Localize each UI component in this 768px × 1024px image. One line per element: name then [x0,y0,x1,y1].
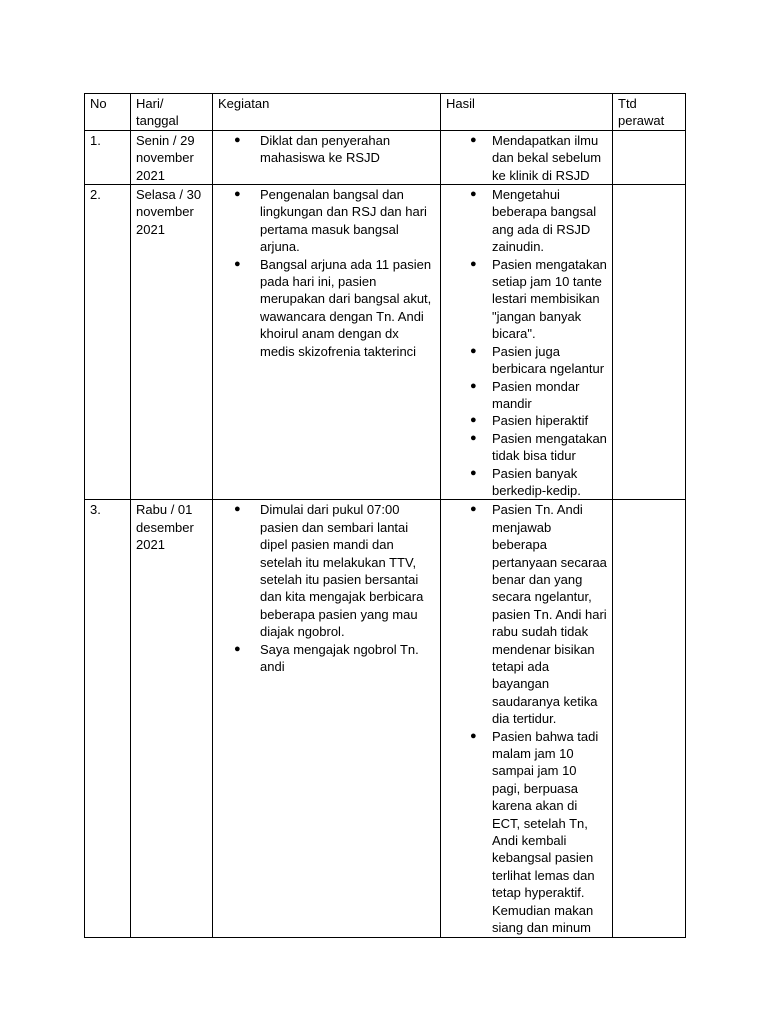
row-date: Rabu / 01 desember 2021 [131,500,213,937]
list-item-text: Pasien mondar mandir [492,378,580,411]
bullet-icon: ● [234,503,241,516]
list-item [470,343,607,378]
list-item [470,256,607,343]
kegiatan-list [218,132,435,167]
row-signature [613,500,686,937]
row-number: 3. [85,500,131,937]
list-item-text: Pasien hiperaktif [492,413,589,429]
row-number: 1. [85,130,131,184]
list-item-text: Bangsal arjuna ada 11 pasien pada hari ini, pasien merupakan dari bangsal akut, wawancara dengan Tn. Andi khoirul anam dengan dx medis skizofrenia takterinci [260,256,432,359]
list-item-text: Pasien mengatakan tidak bisa tidur [492,430,607,464]
list-item [470,430,607,465]
row-kegiatan [213,185,441,500]
daily-activity-table [84,93,686,938]
list-item-text: Pasien banyak berkedip-kedip. [492,465,581,498]
list-item [234,256,435,360]
list-item [234,186,435,256]
bullet-icon: ● [470,503,477,516]
list-item-text: Pasien mengatakan setiap jam 10 tante lestari membisikan "jangan banyak bicara". [492,256,607,342]
hasil-list [446,132,607,184]
bullet-icon: ● [470,431,477,444]
list-item [234,132,435,167]
list-item-text: Saya mengajak ngobrol Tn. andi [260,641,419,674]
bullet-icon: ● [234,257,241,270]
header-hasil: Hasil [441,94,613,131]
row-hasil [441,500,613,937]
list-item [470,465,607,500]
list-item [470,501,607,727]
kegiatan-list [218,501,435,675]
bullet-icon: ● [234,133,241,146]
row-kegiatan [213,500,441,937]
bullet-icon: ● [470,414,477,427]
table-header-row [85,94,686,131]
row-kegiatan [213,130,441,184]
header-hari-tanggal: Hari/ tanggal [131,94,213,131]
table-row [85,130,686,184]
row-number: 2. [85,185,131,500]
list-item [234,641,435,676]
row-hasil [441,130,613,184]
list-item [470,132,607,184]
row-hasil [441,185,613,500]
list-item [470,378,607,413]
bullet-icon: ● [470,257,477,270]
list-item-text: Pasien bahwa tadi malam jam 10 sampai jam 10 pagi, berpuasa karena akan di ECT, setelah Tn, Andi kembali kebangsal pasien terlihat lemas dan tetap hyperaktif. Kemudian makan siang dan minum [492,728,599,936]
list-item [470,412,607,429]
list-item-text: Mengetahui beberapa bangsal ang ada di RSJD zainudin. [492,187,597,255]
list-item-text: Diklat dan penyerahan mahasiswa ke RSJD [260,132,391,166]
list-item-text: Pengenalan bangsal dan lingkungan dan RSJ dan hari pertama masuk bangsal arjuna. [260,187,427,255]
list-item [470,728,607,937]
bullet-icon: ● [470,379,477,392]
bullet-icon: ● [470,729,477,742]
header-ttd-perawat: Ttd perawat [613,94,686,131]
table-row [85,500,686,937]
bullet-icon: ● [470,133,477,146]
list-item [470,186,607,256]
table-row [85,185,686,500]
bullet-icon: ● [470,344,477,357]
bullet-icon: ● [234,188,241,201]
bullet-icon: ● [470,466,477,479]
row-signature [613,130,686,184]
list-item [234,501,435,640]
row-date: Senin / 29 november 2021 [131,130,213,184]
list-item-text: Dimulai dari pukul 07:00 pasien dan sembari lantai dipel pasien mandi dan setelah itu melakukan TTV, setelah itu pasien bersantai dan kita mengajak berbicara beberapa pasien yang mau diajak ngobrol. [260,502,424,640]
list-item-text: Pasien Tn. Andi menjawab beberapa pertanyaan secaraa benar dan yang secara ngelantur, pasien Tn. Andi hari rabu sudah tidak mendenar bisikan tetapi ada bayangan saudaranya ketika dia tertidur. [492,502,607,727]
table-body [85,130,686,937]
header-no: No [85,94,131,131]
header-kegiatan: Kegiatan [213,94,441,131]
list-item-text: Pasien juga berbicara ngelantur [492,343,605,377]
kegiatan-list [218,186,435,360]
bullet-icon: ● [234,642,241,655]
row-date: Selasa / 30 november 2021 [131,185,213,500]
hasil-list [446,501,607,936]
bullet-icon: ● [470,188,477,201]
row-signature [613,185,686,500]
list-item-text: Mendapatkan ilmu dan bekal sebelum ke klinik di RSJD [492,132,602,183]
hasil-list [446,186,607,499]
